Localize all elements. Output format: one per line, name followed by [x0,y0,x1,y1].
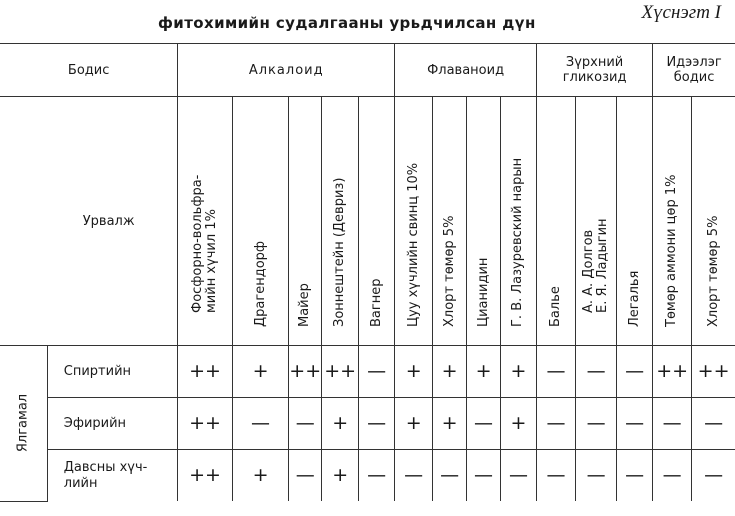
reagent-label: Хлорт төмөр 5% [705,215,721,327]
result-cell: — [232,398,289,450]
substance-header: Бодис [0,44,178,97]
result-cell: + [395,346,433,398]
solvent-name: Эфирийн [47,398,178,450]
side-label-text: Ялгамал [15,394,31,453]
reagent-label: Хлорт төмөр 5% [441,215,457,327]
result-cell: — [692,450,735,502]
reagent-header: Урвалж [0,97,178,346]
reagent-header-cell [537,97,576,346]
result-cell: — [576,398,617,450]
reagent-label: Балье [548,286,564,327]
result-cell: + [433,346,467,398]
group-alkaloid: Алкалоид [178,44,395,97]
result-cell: — [359,398,395,450]
result-cell: — [576,346,617,398]
result-cell: — [576,450,617,502]
result-cell: — [653,450,692,502]
reagent-label: Вагнер [368,278,384,327]
result-cell: — [359,450,395,502]
reagent-header-cell [692,97,735,346]
result-cell: — [537,346,576,398]
result-cell: — [359,346,395,398]
result-cell: — [433,450,467,502]
reagent-header-cell [653,97,692,346]
table-title: фитохимийн судалгааны урьдчилсан дүн [158,14,536,32]
result-cell: + [395,398,433,450]
result-cell: + [500,398,536,450]
reagent-header-cell [289,97,322,346]
reagent-label: Легалья [626,270,642,327]
extract-side-label [0,346,47,502]
group-tannin: Идээлэг бодис [653,44,735,97]
table-row [0,346,735,398]
result-cell: — [289,450,322,502]
result-cell: — [617,450,653,502]
reagent-label: Зоннештейн (Девриз) [332,177,348,327]
result-cell: ++ [653,346,692,398]
reagent-header-cell [617,97,653,346]
reagent-label: А. А. Долгов Е. Я. Ладыгин [581,218,611,313]
results-table [0,43,735,502]
result-cell: — [537,398,576,450]
reagent-header-cell [467,97,501,346]
result-cell: — [617,398,653,450]
result-cell: — [537,450,576,502]
result-cell: — [500,450,536,502]
reagent-header-cell [178,97,232,346]
result-cell: + [433,398,467,450]
reagent-header-row [0,97,735,346]
group-header-row [0,44,735,97]
reagent-label: Төмөр аммони цөр 1% [664,174,680,327]
table-row [0,398,735,450]
reagent-label: Фосфорно-вольфра- мийн хүчил 1% [190,174,220,313]
result-cell: ++ [289,346,322,398]
solvent-name: Давсны хүч- лийн [47,450,178,502]
result-cell: + [500,346,536,398]
result-cell: — [692,398,735,450]
reagent-header-cell [359,97,395,346]
table-row [0,450,735,502]
table-caption: Хүснэгт I [641,2,721,23]
reagent-header-cell [433,97,467,346]
result-cell: — [467,398,501,450]
result-cell: + [322,450,359,502]
reagent-header-cell [395,97,433,346]
reagent-label: Г. В. Лазуревский нарын [510,157,526,327]
result-cell: ++ [178,398,232,450]
reagent-label: Цианидин [475,257,491,327]
result-cell: + [467,346,501,398]
result-cell: + [322,398,359,450]
result-cell: — [467,450,501,502]
reagent-header-cell [232,97,289,346]
reagent-header-cell [322,97,359,346]
result-cell: + [232,346,289,398]
result-cell: ++ [322,346,359,398]
result-cell: — [395,450,433,502]
reagent-label: Цуу хүчлийн свинц 10% [405,162,421,327]
reagent-label: Драгендорф [252,240,268,327]
group-cardiac-glycoside: Зүрхний гликозид [537,44,653,97]
reagent-header-cell [576,97,617,346]
group-flavonoid: Флаваноид [395,44,537,97]
reagent-label: Майер [297,283,313,327]
solvent-name: Спиртийн [47,346,178,398]
reagent-header-cell [500,97,536,346]
result-cell: ++ [178,450,232,502]
result-cell: — [617,346,653,398]
result-cell: + [232,450,289,502]
result-cell: ++ [692,346,735,398]
result-cell: — [289,398,322,450]
result-cell: — [653,398,692,450]
result-cell: ++ [178,346,232,398]
